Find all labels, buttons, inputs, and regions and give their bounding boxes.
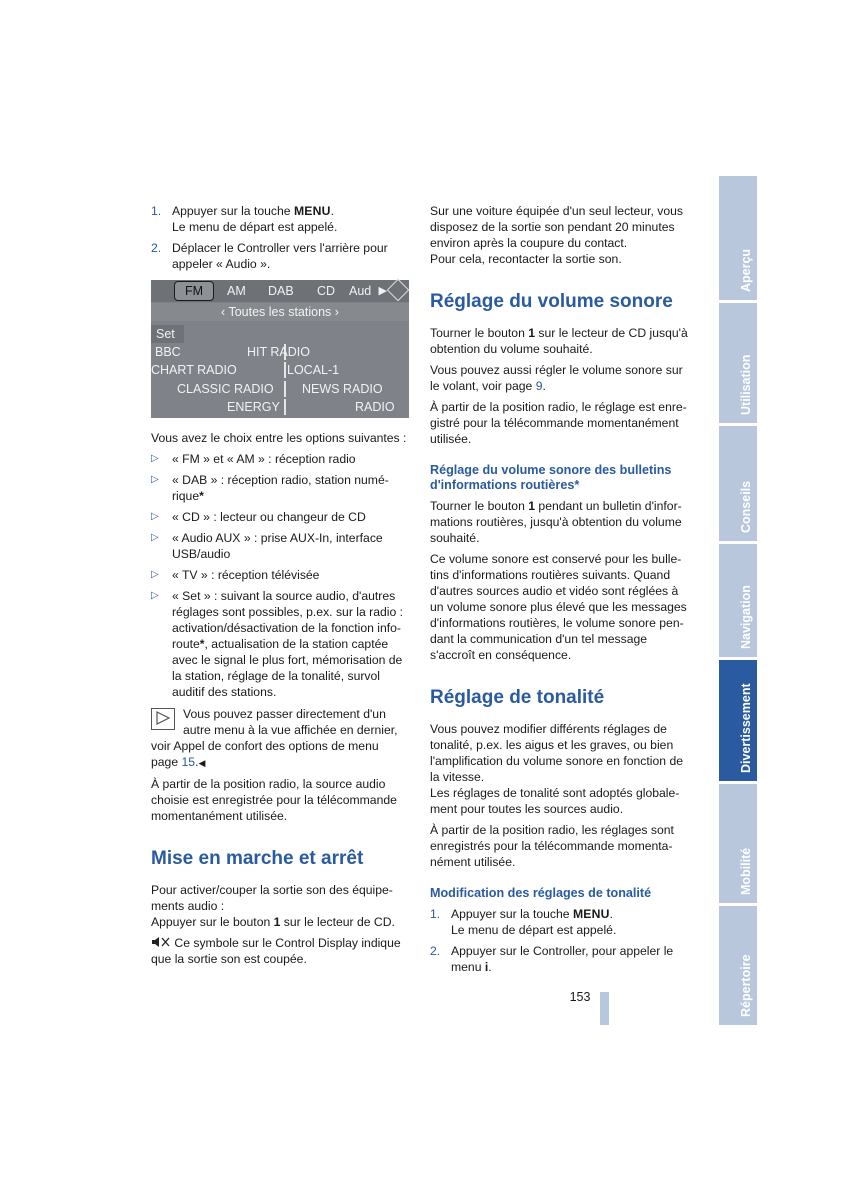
onoff-paragraph-2: Appuyer sur le bouton 1 sur le lecteur de CD. — [151, 915, 395, 929]
page-number: 153 — [569, 990, 591, 1004]
step-number: 2. — [151, 241, 162, 255]
list-item: ▷ « CD » : lecteur ou changeur de CD — [151, 510, 366, 524]
steps-tone-menu — [430, 906, 690, 975]
sidebar-tab-repertoire[interactable]: Répertoire — [719, 906, 757, 1025]
step-number: 2. — [430, 944, 441, 958]
sidebar-tab-navigation[interactable]: Navigation — [719, 544, 757, 657]
tone-paragraph-1: Vous pouvez modifier différents réglages de tonalité, p.ex. les aigus et les graves, ou bien l'amplification du volume sonore en fonction de la vitesse. — [430, 722, 683, 784]
left-column — [151, 203, 409, 972]
page-number-bar — [600, 992, 609, 1025]
page-link[interactable]: 15 — [181, 755, 196, 769]
mute-paragraph: Ce symbole sur le Control Display indique que la sortie son est coupée. — [151, 936, 401, 966]
heading-volume: Réglage du volume sonore — [430, 291, 673, 312]
screen-subtitle: ‹ Toutes les stations › — [151, 303, 409, 321]
heading-tone-modification: Modification des réglages de tonalité — [430, 886, 652, 900]
triangle-bullet-icon: ▷ — [151, 453, 159, 464]
note-paragraph: Vous pouvez passer directement d'un autre menu à la vue affichée en dernier, voir Appel de confort des options de menu page 15.◀ — [151, 707, 398, 769]
screen-row: BBC HIT RADIO — [155, 345, 310, 359]
chapter-sidebar — [719, 176, 757, 1025]
screen-tab-fm: FM — [174, 281, 214, 301]
step-number: 1. — [430, 907, 441, 921]
menu-key: MENU — [293, 204, 331, 218]
heading-on-off: Mise en marche et arrêt — [151, 848, 364, 869]
screen-tab-dab: DAB — [268, 284, 294, 298]
sidebar-tab-mobilite[interactable]: Mobilité — [719, 784, 757, 903]
triangle-bullet-icon: ▷ — [151, 590, 159, 601]
reconnect-paragraph: Pour cela, recontacter la sortie son. — [430, 252, 622, 266]
audio-menu-screenshot — [151, 280, 409, 418]
list-item: 2. Appuyer sur le Controller, pour appeler le menu i. — [430, 944, 674, 974]
tone-paragraph-2: Les réglages de tonalité sont adoptés globale-ment pour toutes les sources audio. — [430, 786, 680, 816]
heading-tone: Réglage de tonalité — [430, 687, 605, 708]
sidebar-tab-conseils[interactable]: Conseils — [719, 426, 757, 541]
triangle-bullet-icon: ▷ — [151, 532, 159, 543]
onoff-paragraph: Pour activer/couper la sortie son des équipe-ments audio : — [151, 883, 393, 913]
options-intro: Vous avez le choix entre les options suivantes : — [151, 431, 407, 445]
screen-arrow-right-icon: ▶ — [378, 285, 387, 297]
traffic-paragraph-2: Ce volume sonore est conservé pour les bulle-tins d'informations routières suivants. Quand d'autres sources audio et vidéo sont réglées à un volume sonore plus élevé que les messages d'informations routières, le volume sonore pen-dant la communication d'un tel message s'accroît en conséquence. — [430, 552, 687, 662]
volume-paragraph-1: Tourner le bouton 1 sur le lecteur de CD jusqu'à obtention du volume souhaité. — [430, 326, 688, 356]
options-list — [151, 451, 409, 700]
screen-row: CLASSIC RADIO NEWS RADIO — [177, 382, 383, 396]
screen-settings-icon — [387, 279, 410, 302]
mute-speaker-icon — [151, 936, 171, 948]
sidebar-tab-divertissement[interactable]: Divertissement — [719, 660, 757, 781]
right-column — [430, 203, 690, 981]
heading-traffic-volume: Réglage du volume sonore des bulletins d'informations routières* — [430, 463, 672, 492]
traffic-paragraph-1: Tourner le bouton 1 pendant un bulletin d'infor-mations routières, jusqu'à obtention du volume souhaité. — [430, 499, 682, 545]
list-item: 1. Appuyer sur la touche MENU. Le menu de départ est appelé. — [430, 907, 617, 937]
tone-paragraph-3: À partir de la position radio, les réglages sont enregistrés pour la télécommande momenta-nément utilisée. — [430, 823, 674, 869]
list-item: ▷ « FM » et « AM » : réception radio — [151, 452, 356, 466]
screen-row: CHART RADIO LOCAL-1 — [151, 363, 340, 377]
screen-set: Set — [151, 325, 184, 343]
list-item: ▷ « DAB » : réception radio, station numé-rique* — [151, 473, 389, 503]
sidebar-tab-apercu[interactable]: Aperçu — [719, 176, 757, 300]
info-icon: i — [484, 960, 489, 974]
screen-tab-audio: Aud — [349, 284, 372, 298]
steps-audio-menu — [151, 203, 409, 272]
screen-tab-am: AM — [227, 284, 246, 298]
note-arrow-icon — [151, 708, 175, 730]
volume-paragraph-2: Vous pouvez aussi régler le volume sonore sur le volant, voir page 9. — [430, 363, 683, 393]
screen-row: ENERGY RADIO — [227, 400, 395, 414]
volume-paragraph-3: À partir de la position radio, le réglage est enre-gistré pour la télécommande momentanément utilisée. — [430, 400, 687, 446]
screen-tab-cd: CD — [317, 284, 336, 298]
single-player-paragraph: Sur une voiture équipée d'un seul lecteur, vous disposez de la sortie son pendant 20 minutes environ après la coupure du contact. — [430, 204, 684, 250]
list-item: 2. Déplacer le Controller vers l'arrière pour appeler « Audio ». — [151, 241, 388, 271]
step-number: 1. — [151, 204, 162, 218]
end-mark-icon: ◀ — [198, 758, 206, 768]
sidebar-tab-utilisation[interactable]: Utilisation — [719, 303, 757, 423]
screen-tab-bar — [151, 280, 409, 302]
triangle-bullet-icon: ▷ — [151, 474, 159, 485]
triangle-bullet-icon: ▷ — [151, 569, 159, 580]
list-item: ▷ « TV » : réception télévisée — [151, 568, 320, 582]
triangle-bullet-icon: ▷ — [151, 511, 159, 522]
menu-key: MENU — [572, 907, 610, 921]
list-item: 1. Appuyer sur la touche MENU. Le menu de départ est appelé. — [151, 204, 338, 234]
page-link[interactable]: 9 — [535, 379, 543, 393]
storage-paragraph: À partir de la position radio, la source audio choisie est enregistrée pour la télécommande momentanément utilisée. — [151, 777, 397, 823]
list-item: ▷ « Audio AUX » : prise AUX-In, interface USB/audio — [151, 531, 383, 561]
list-item: ▷ « Set » : suivant la source audio, d'autres réglages sont possibles, p.ex. sur la radio : activation/désactivation de la fonction info-route*, actualisation de la station captée avec le signal le plus fort, mémorisation de la station, réglage de la tonalité, survol auditif des stations. — [151, 589, 404, 699]
